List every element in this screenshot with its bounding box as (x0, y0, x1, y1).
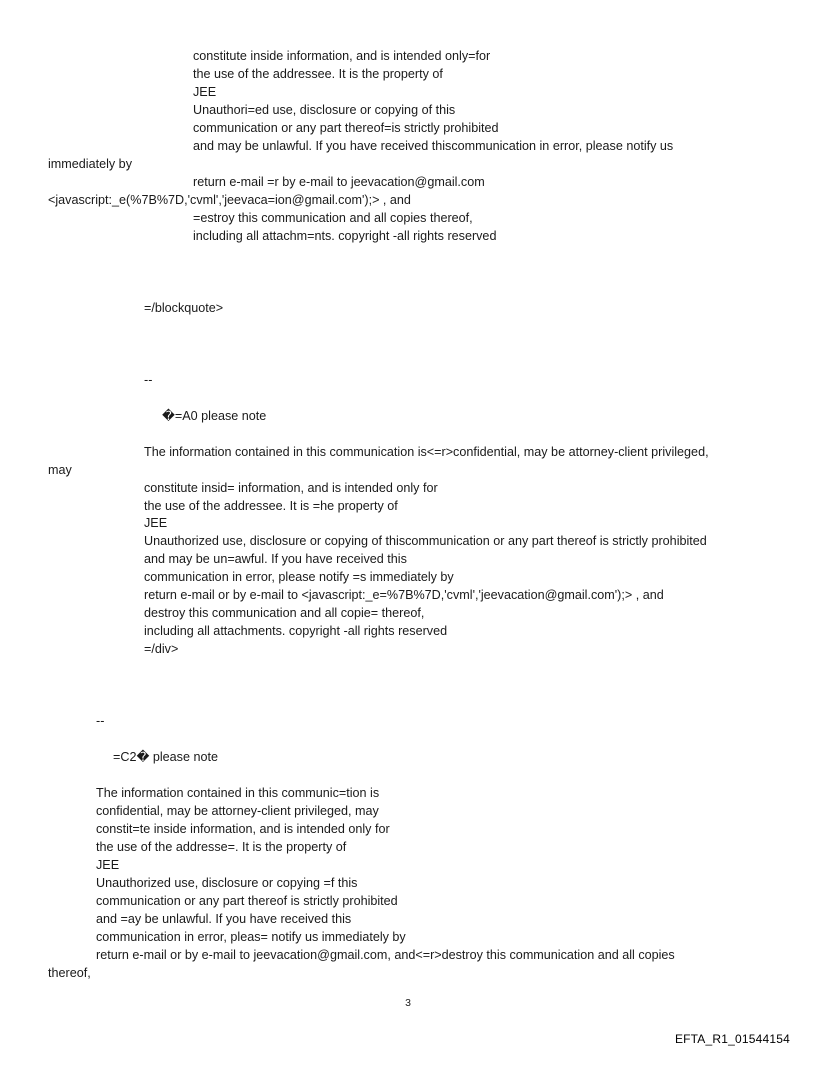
block1-line-8: return e-mail =r by e-mail to jeevacation@gmail.com (193, 175, 485, 189)
block2-line-3: constitute insid= information, and is intended only for (144, 481, 438, 495)
note-1: �=A0 please note (162, 409, 267, 423)
page-number: 3 (405, 997, 411, 1009)
block2-line-9: return e-mail or by e-mail to <javascript:_e=%7B%7D,'cvml','jeevacation@gmail.com');> , and (144, 588, 664, 602)
block2-line-8: communication in error, please notify =s immediately by (144, 570, 454, 584)
block3-line-9: communication in error, pleas= notify us immediately by (96, 930, 406, 944)
block2-line-11: including all attachments. copyright -all rights reserved (144, 624, 448, 638)
block3-line-3: constit=te inside information, and is intended only for (96, 822, 390, 836)
block1-line-4: Unauthori=ed use, disclosure or copying of this (193, 103, 456, 117)
blockquote-close: =/blockquote> (144, 301, 224, 315)
block1-line-11: including all attachm=nts. copyright -all rights reserved (193, 229, 497, 243)
block2-line-1: The information contained in this communication is<=r>confidential, may be attorney-client privileged, (144, 445, 709, 459)
block2-line-2: may (48, 463, 72, 477)
block2-line-10: destroy this communication and all copie= thereof, (144, 606, 425, 620)
block1-line-6: and may be unlawful. If you have received thiscommunication in error, please notify us (193, 139, 674, 153)
block2-line-7: and may be un=awful. If you have received this (144, 552, 407, 566)
block3-line-11: thereof, (48, 966, 91, 980)
block1-line-10: =estroy this communication and all copies thereof, (193, 211, 473, 225)
block3-line-1: The information contained in this communic=tion is (96, 786, 380, 800)
block1-line-5: communication or any part thereof=is strictly prohibited (193, 121, 499, 135)
block1-line-7: immediately by (48, 157, 132, 171)
block2-line-5: JEE (144, 516, 168, 530)
block2-line-12: =/div> (144, 642, 179, 656)
block1-line-2: the use of the addressee. It is the property of (193, 67, 443, 81)
separator-1: -- (144, 373, 153, 387)
block3-line-10: return e-mail or by e-mail to jeevacation@gmail.com, and<=r>destroy this communication and all copies (96, 948, 675, 962)
block1-line-1: constitute inside information, and is intended only=for (193, 49, 491, 63)
block3-line-8: and =ay be unlawful. If you have received this (96, 912, 352, 926)
block1-line-3: JEE (193, 85, 217, 99)
block3-line-5: JEE (96, 858, 120, 872)
note-2: =C2� please note (113, 750, 218, 764)
document-id-footer: EFTA_R1_01544154 (674, 1032, 790, 1046)
block3-line-6: Unauthorized use, disclosure or copying =f this (96, 876, 358, 890)
block2-line-4: the use of the addressee. It is =he property of (144, 499, 398, 513)
block2-line-6: Unauthorized use, disclosure or copying of thiscommunication or any part thereof is strictly prohibited (144, 534, 707, 548)
block3-line-2: confidential, may be attorney-client privileged, may (96, 804, 379, 818)
block3-line-7: communication or any part thereof is strictly prohibited (96, 894, 398, 908)
separator-2: -- (96, 714, 105, 728)
block1-line-9: <javascript:_e(%7B%7D,'cvml','jeevaca=ion@gmail.com');> , and (48, 193, 411, 207)
block3-line-4: the use of the addresse=. It is the property of (96, 840, 347, 854)
